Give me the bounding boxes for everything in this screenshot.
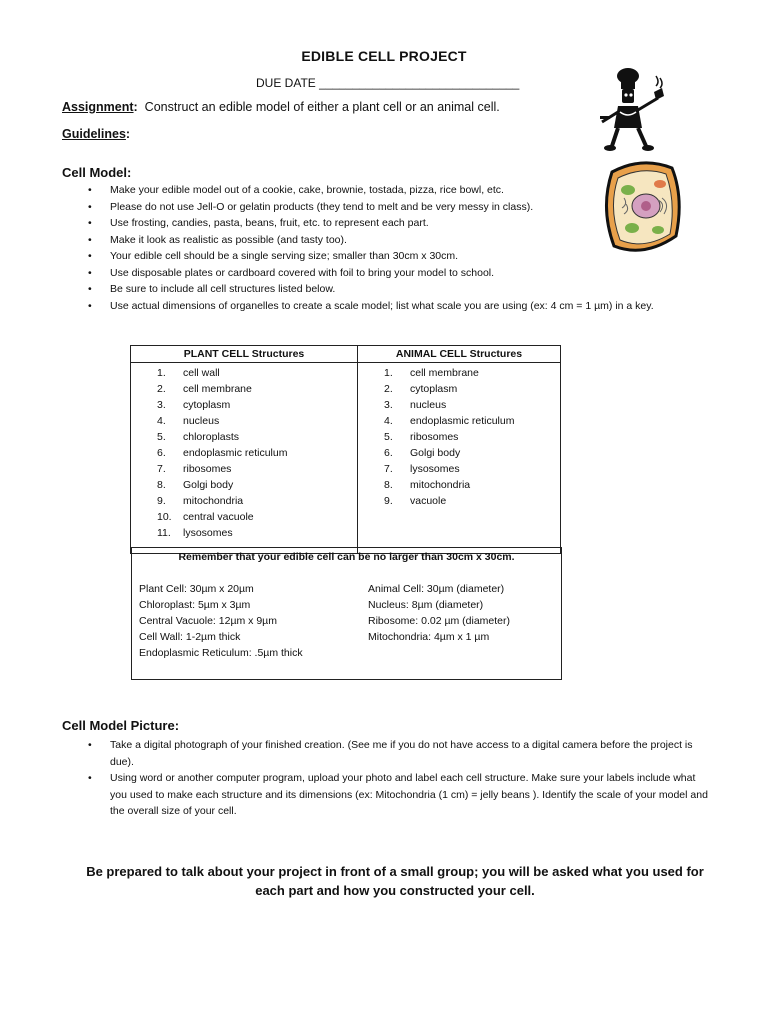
due-date-blank: ______________________________ — [319, 76, 520, 90]
list-item: 1. cell membrane — [384, 367, 479, 379]
guidelines-heading: Guidelines: — [62, 127, 131, 141]
list-item: • Using word or another computer program, upload your photo and label each cell structure. Make sure your labels include what you used to make each structure and its dimensions (ex: Mitochondria (1 cm) = jelly beans ). Identify the scale of your model and the overall size of your cell. — [62, 770, 708, 820]
list-item: Endoplasmic Reticulum: .5µm thick — [139, 647, 303, 659]
plant-dimensions — [139, 581, 303, 661]
list-item: 3. nucleus — [384, 399, 447, 411]
picture-bullets — [62, 737, 708, 820]
guidelines-label: Guidelines — [62, 127, 126, 141]
due-date-label: DUE DATE — [256, 76, 316, 90]
list-item: 1. cell wall — [157, 367, 220, 379]
list-item: 6. endoplasmic reticulum — [157, 447, 288, 459]
list-item: 9. vacuole — [384, 495, 447, 507]
list-item: 3. cytoplasm — [157, 399, 231, 411]
list-item: Chloroplast: 5µm x 3µm — [139, 599, 251, 611]
list-item: 6. Golgi body — [384, 447, 461, 459]
list-item: 5. ribosomes — [384, 431, 459, 443]
list-item: • Make your edible model out of a cookie, cake, brownie, tostada, pizza, rice bowl, etc. — [62, 182, 722, 199]
closing-note: Be prepared to talk about your project in front of a small group; you will be asked what you used for each part and how you constructed your cell. — [86, 864, 704, 898]
animal-structures-cell — [358, 363, 561, 554]
page-title: EDIBLE CELL PROJECT — [301, 48, 467, 64]
cell-model-bullets — [62, 182, 722, 314]
list-item: 8. mitochondria — [384, 479, 471, 491]
plant-structures-header: PLANT CELL Structures — [131, 346, 358, 363]
list-item: • Use frosting, candies, pasta, beans, fruit, etc. to represent each part. — [62, 215, 722, 232]
assignment-label: Assignment — [62, 100, 134, 114]
list-item: • Be sure to include all cell structures listed below. — [62, 281, 722, 298]
chef-clipart-icon — [598, 66, 670, 159]
list-item: Plant Cell: 30µm x 20µm — [139, 583, 254, 595]
list-item: 7. lysosomes — [384, 463, 460, 475]
list-item: 2. cell membrane — [157, 383, 252, 395]
list-item: 9. mitochondria — [157, 495, 244, 507]
list-item: • Use disposable plates or cardboard covered with foil to bring your model to school. — [62, 265, 722, 282]
cell-model-picture-heading: Cell Model Picture: — [62, 718, 180, 733]
dimensions-box — [131, 547, 562, 680]
cell-structures-table — [130, 345, 561, 554]
animal-structures-header: ANIMAL CELL Structures — [358, 346, 561, 363]
plant-structures-cell — [131, 363, 358, 554]
list-item: Central Vacuole: 12µm x 9µm — [139, 615, 277, 627]
assignment-text: Construct an edible model of either a plant cell or an animal cell. — [144, 100, 500, 114]
list-item: 5. chloroplasts — [157, 431, 240, 443]
list-item: • Your edible cell should be a single serving size; smaller than 30cm x 30cm. — [62, 248, 722, 265]
list-item: • Make it look as realistic as possible (and tasty too). — [62, 232, 722, 249]
list-item: 7. ribosomes — [157, 463, 232, 475]
list-item: 4. nucleus — [157, 415, 220, 427]
list-item: • Take a digital photograph of your finished creation. (See me if you do not have access to a digital camera before the project is due). — [62, 737, 708, 770]
list-item: • Use actual dimensions of organelles to create a scale model; list what scale you are using (ex: 4 cm = 1 µm) in a key. — [62, 298, 722, 315]
animal-dimensions — [368, 581, 510, 645]
list-item: Cell Wall: 1-2µm thick — [139, 631, 241, 643]
list-item: • Please do not use Jell-O or gelatin products (they tend to melt and be very messy in class). — [62, 199, 722, 216]
list-item: Animal Cell: 30µm (diameter) — [368, 583, 505, 595]
animal-structures-list — [358, 363, 560, 511]
assignment-line: Assignment: Construct an edible model of either a plant cell or an animal cell. — [62, 100, 500, 114]
list-item: Nucleus: 8µm (diameter) — [368, 599, 484, 611]
due-date-line — [256, 76, 519, 90]
dimensions-header: Remember that your edible cell can be no larger than 30cm x 30cm. — [178, 551, 515, 563]
list-item: 4. endoplasmic reticulum — [384, 415, 515, 427]
plant-structures-list — [131, 363, 357, 543]
list-item: 2. cytoplasm — [384, 383, 458, 395]
list-item: 8. Golgi body — [157, 479, 234, 491]
list-item: 10. central vacuole — [157, 511, 254, 523]
list-item: Ribosome: 0.02 µm (diameter) — [368, 615, 511, 627]
list-item: Mitochondria: 4µm x 1 µm — [368, 631, 490, 643]
cell-model-heading: Cell Model: — [62, 165, 132, 180]
list-item: 11. lysosomes — [157, 527, 233, 539]
